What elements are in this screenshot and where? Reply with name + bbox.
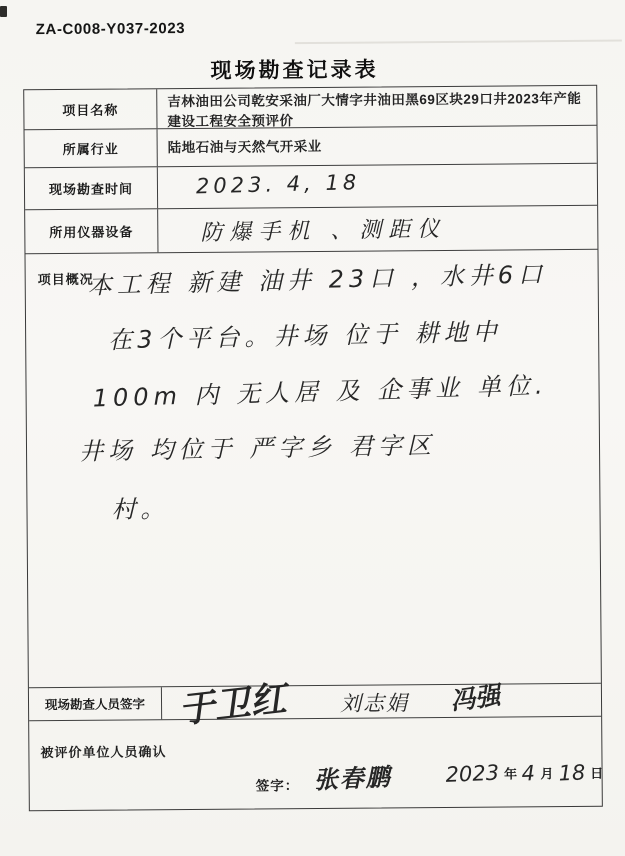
overview-handwritten-line-1: 本工程 新建 油井 23口 ，水井6口 — [87, 260, 548, 300]
project-name-value: 吉林油田公司乾安采油厂大情字井油田黑69区块29口井2023年产能建设工程安全预评价 — [167, 90, 582, 130]
survey-date-label: 现场勘查时间 — [25, 167, 158, 209]
day-char: 日 — [590, 765, 604, 781]
project-overview-label: 项目概况 — [37, 271, 94, 288]
signature-3: 冯强 — [448, 680, 502, 716]
overview-handwritten-line-4: 井场 均位于 严字乡 君字区 — [78, 431, 437, 466]
confirmation-signature: 张春鹏 — [313, 763, 393, 795]
surveyor-signatures-cell — [162, 678, 601, 732]
table-row-survey-date — [25, 164, 597, 210]
date-month-handwritten: 4 — [521, 761, 536, 786]
survey-date-handwritten: 2023. 4, 18 — [195, 170, 361, 199]
instruments-label: 所用仪器设备 — [25, 209, 158, 253]
sign-prefix-label: 签字： — [255, 778, 300, 794]
confirmation-date — [445, 761, 604, 786]
surveyor-signatures-label: 现场勘查人员签字 — [29, 687, 162, 720]
overview-handwritten-line-5: 村。 — [111, 495, 170, 524]
overview-handwritten-line-2: 在3个平台。井场 位于 耕地中 — [107, 317, 502, 355]
form-title: 现场勘查记录表 — [210, 58, 379, 83]
table-row-instruments — [25, 206, 597, 254]
industry-label: 所属行业 — [25, 129, 158, 167]
industry-value: 陆地石油与天然气开采业 — [167, 138, 322, 156]
project-name-label: 项目名称 — [24, 89, 157, 129]
signature-1: 于卫红 — [176, 678, 289, 732]
year-char: 年 — [503, 766, 518, 782]
table-row-surveyor-signatures — [29, 678, 601, 732]
date-year-handwritten: 2023 — [445, 760, 500, 787]
project-name-cell — [157, 86, 596, 128]
date-day-handwritten: 18 — [557, 760, 586, 786]
instruments-handwritten: 防爆手机 、测距仪 — [200, 216, 447, 246]
industry-cell — [158, 126, 597, 166]
unit-confirmation-label: 被评价单位人员确认 — [40, 744, 167, 761]
overview-handwritten-line-3: 100m 内 无人居 及 企事业 单位. — [92, 371, 548, 413]
month-char: 月 — [540, 766, 554, 782]
survey-date-cell — [158, 164, 597, 208]
table-row-industry — [25, 126, 597, 168]
table-row-unit-confirmation — [29, 717, 602, 810]
scan-artifact-line — [295, 40, 622, 45]
document-number: ZA-C008-Y037-2023 — [35, 19, 186, 39]
survey-record-table — [23, 85, 603, 811]
table-row-project-overview — [25, 250, 600, 688]
instruments-cell — [158, 206, 597, 252]
signature-2: 刘志娟 — [339, 691, 410, 716]
table-row-project-name — [24, 86, 596, 130]
